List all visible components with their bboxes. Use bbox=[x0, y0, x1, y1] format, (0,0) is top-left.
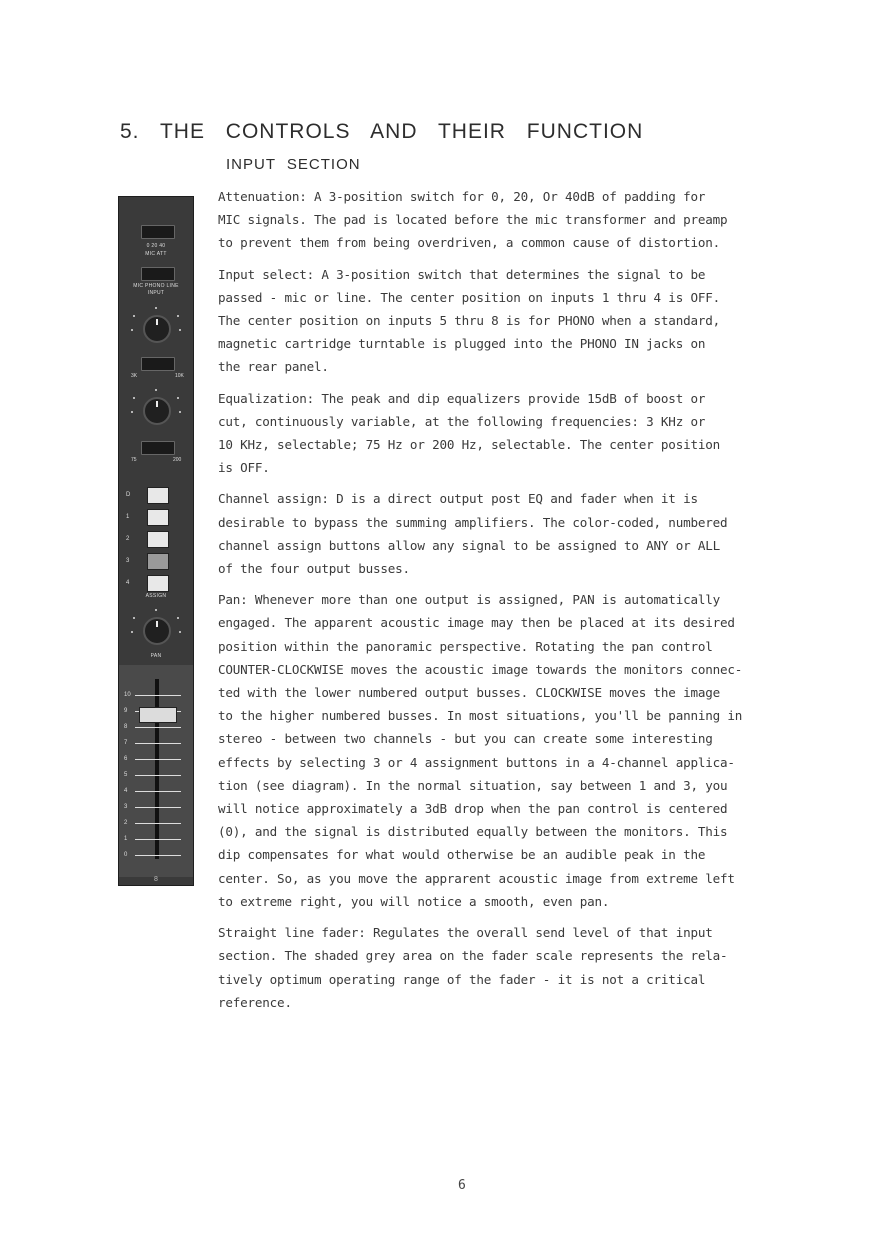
fader-cap bbox=[139, 707, 177, 723]
pan-paragraph: Pan: Whenever more than one output is assigned, PAN is automatically engaged. The apparent acoustic image may then be placed at its desired position within the panoramic perspective. Rotating the pan control COUNTER-CLOCKWISE moves the acoustic image towards the monitors connec- ted with the lower numbered output busses. CLOCKWISE moves the image to the higher numbered busses. In most situations, you'll be panning in stereo - between two channels - but you can create some interesting effects by selecting 3 or 4 assignment buttons in a 4-channel applica- tion (see diagram). In the normal situation, say between 1 and 3, you will notice approximately a 3dB drop when the pan control is centered (0), and the signal is distributed equally between the monitors. This dip compensates for what would otherwise be an audible peak in the center. So, as you move the apprarent acoustic image from extreme left to extreme right, you will notice a smooth, even pan. bbox=[218, 592, 743, 909]
fader-tick bbox=[135, 823, 181, 824]
assign-label-d: D bbox=[126, 492, 131, 498]
assign-button-3 bbox=[147, 553, 169, 570]
fader-paragraph: Straight line fader: Regulates the overall send level of that input section. The shaded grey area on the fader scale represents the rela- tively optimum operating range of the fader - it is not a critical reference. bbox=[218, 925, 728, 1010]
body-text bbox=[218, 185, 768, 1022]
eq-scale-dot bbox=[179, 411, 181, 413]
pan-scale-dot bbox=[131, 631, 133, 633]
fader-tick bbox=[135, 695, 181, 696]
assign-label-4: 4 bbox=[126, 580, 130, 586]
eq-scale-dot bbox=[179, 329, 181, 331]
fader-section bbox=[119, 665, 193, 877]
fader-scale-8: 8 bbox=[124, 724, 128, 730]
eq-scale-dot bbox=[133, 397, 135, 399]
assign-button-d bbox=[147, 487, 169, 504]
pan-scale-dot bbox=[155, 609, 157, 611]
mic-att-values: 0 20 40 bbox=[146, 243, 166, 249]
fader-tick bbox=[135, 807, 181, 808]
fader-tick bbox=[135, 727, 181, 728]
fader-tick bbox=[135, 791, 181, 792]
eq-scale-dot bbox=[131, 329, 133, 331]
eq-high-knob bbox=[143, 315, 171, 343]
fader-scale-2: 2 bbox=[124, 820, 128, 826]
eq-high-right-label: 10K bbox=[175, 373, 184, 379]
eq-high-left-label: 3K bbox=[131, 373, 138, 379]
fader-scale-6: 6 bbox=[124, 756, 128, 762]
pan-knob bbox=[143, 617, 171, 645]
fader-tick bbox=[135, 839, 181, 840]
eq-low-right-label: 200 bbox=[173, 457, 182, 463]
assign-button-1 bbox=[147, 509, 169, 526]
channel-number: 8 bbox=[154, 876, 158, 883]
attenuation-paragraph: Attenuation: A 3-position switch for 0, 20, Or 40dB of padding for MIC signals. The pad is located before the mic transformer and preamp to prevent them from being overdriven, a common cause of distortion. bbox=[218, 189, 728, 251]
fader-tick bbox=[135, 775, 181, 776]
fader-scale-10: 10 bbox=[124, 692, 131, 698]
section-heading: 5. THE CONTROLS AND THEIR FUNCTION bbox=[120, 120, 644, 143]
fader-scale-7: 7 bbox=[124, 740, 128, 746]
fader-scale-3: 3 bbox=[124, 804, 128, 810]
pan-label: PAN bbox=[150, 653, 162, 659]
input-select-label: INPUT bbox=[147, 290, 165, 296]
fader-scale-9: 9 bbox=[124, 708, 128, 714]
eq-scale-dot bbox=[155, 389, 157, 391]
equalization-paragraph: Equalization: The peak and dip equalizers provide 15dB of boost or cut, continuously variable, at the following frequencies: 3 KHz or 10 KHz, selectable; 75 Hz or 200 Hz, selectable. The center position is OFF. bbox=[218, 390, 720, 476]
assign-label-2: 2 bbox=[126, 536, 130, 542]
eq-scale-dot bbox=[131, 411, 133, 413]
fader-scale-0: 0 bbox=[124, 852, 128, 858]
fader-scale-5: 5 bbox=[124, 772, 128, 778]
input-select-switch bbox=[141, 267, 175, 281]
fader-tick bbox=[135, 759, 181, 760]
input-select-values: MIC PHONO LINE bbox=[133, 283, 179, 289]
eq-scale-dot bbox=[177, 397, 179, 399]
input-select-paragraph: Input select: A 3-position switch that determines the signal to be passed - mic or line. The center position on inputs 1 thru 4 is OFF. The center position on inputs 5 thru 8 is for PHONO when a standard, magnetic cartridge turntable is plugged into the PHONO IN jacks on the rear panel. bbox=[218, 266, 720, 375]
fader-tick bbox=[135, 743, 181, 744]
pan-scale-dot bbox=[177, 617, 179, 619]
channel-assign-paragraph: Channel assign: D is a direct output post EQ and fader when it is desirable to bypass the summing amplifiers. The color-coded, numbered channel assign buttons allow any signal to be assigned to ANY or ALL of the four output busses. bbox=[218, 491, 728, 577]
assign-button-4 bbox=[147, 575, 169, 592]
input-section-subheading: INPUT SECTION bbox=[226, 156, 361, 173]
eq-scale-dot bbox=[155, 307, 157, 309]
eq-low-freq-switch bbox=[141, 441, 175, 455]
fader-tick bbox=[135, 855, 181, 856]
fader-slot bbox=[155, 679, 159, 859]
eq-scale-dot bbox=[133, 315, 135, 317]
page-number: 6 bbox=[458, 1178, 466, 1193]
eq-scale-dot bbox=[177, 315, 179, 317]
assign-label: ASSIGN bbox=[145, 593, 167, 599]
fader-scale-4: 4 bbox=[124, 788, 128, 794]
assign-label-1: 1 bbox=[126, 514, 130, 520]
pan-scale-dot bbox=[179, 631, 181, 633]
mic-att-switch bbox=[141, 225, 175, 239]
fader-scale-1: 1 bbox=[124, 836, 128, 842]
assign-label-3: 3 bbox=[126, 558, 130, 564]
mic-att-label: MIC ATT bbox=[145, 251, 167, 257]
eq-low-left-label: 75 bbox=[131, 457, 137, 463]
eq-low-knob bbox=[143, 397, 171, 425]
eq-high-freq-switch bbox=[141, 357, 175, 371]
pan-scale-dot bbox=[133, 617, 135, 619]
channel-strip-illustration bbox=[118, 196, 194, 886]
assign-button-2 bbox=[147, 531, 169, 548]
